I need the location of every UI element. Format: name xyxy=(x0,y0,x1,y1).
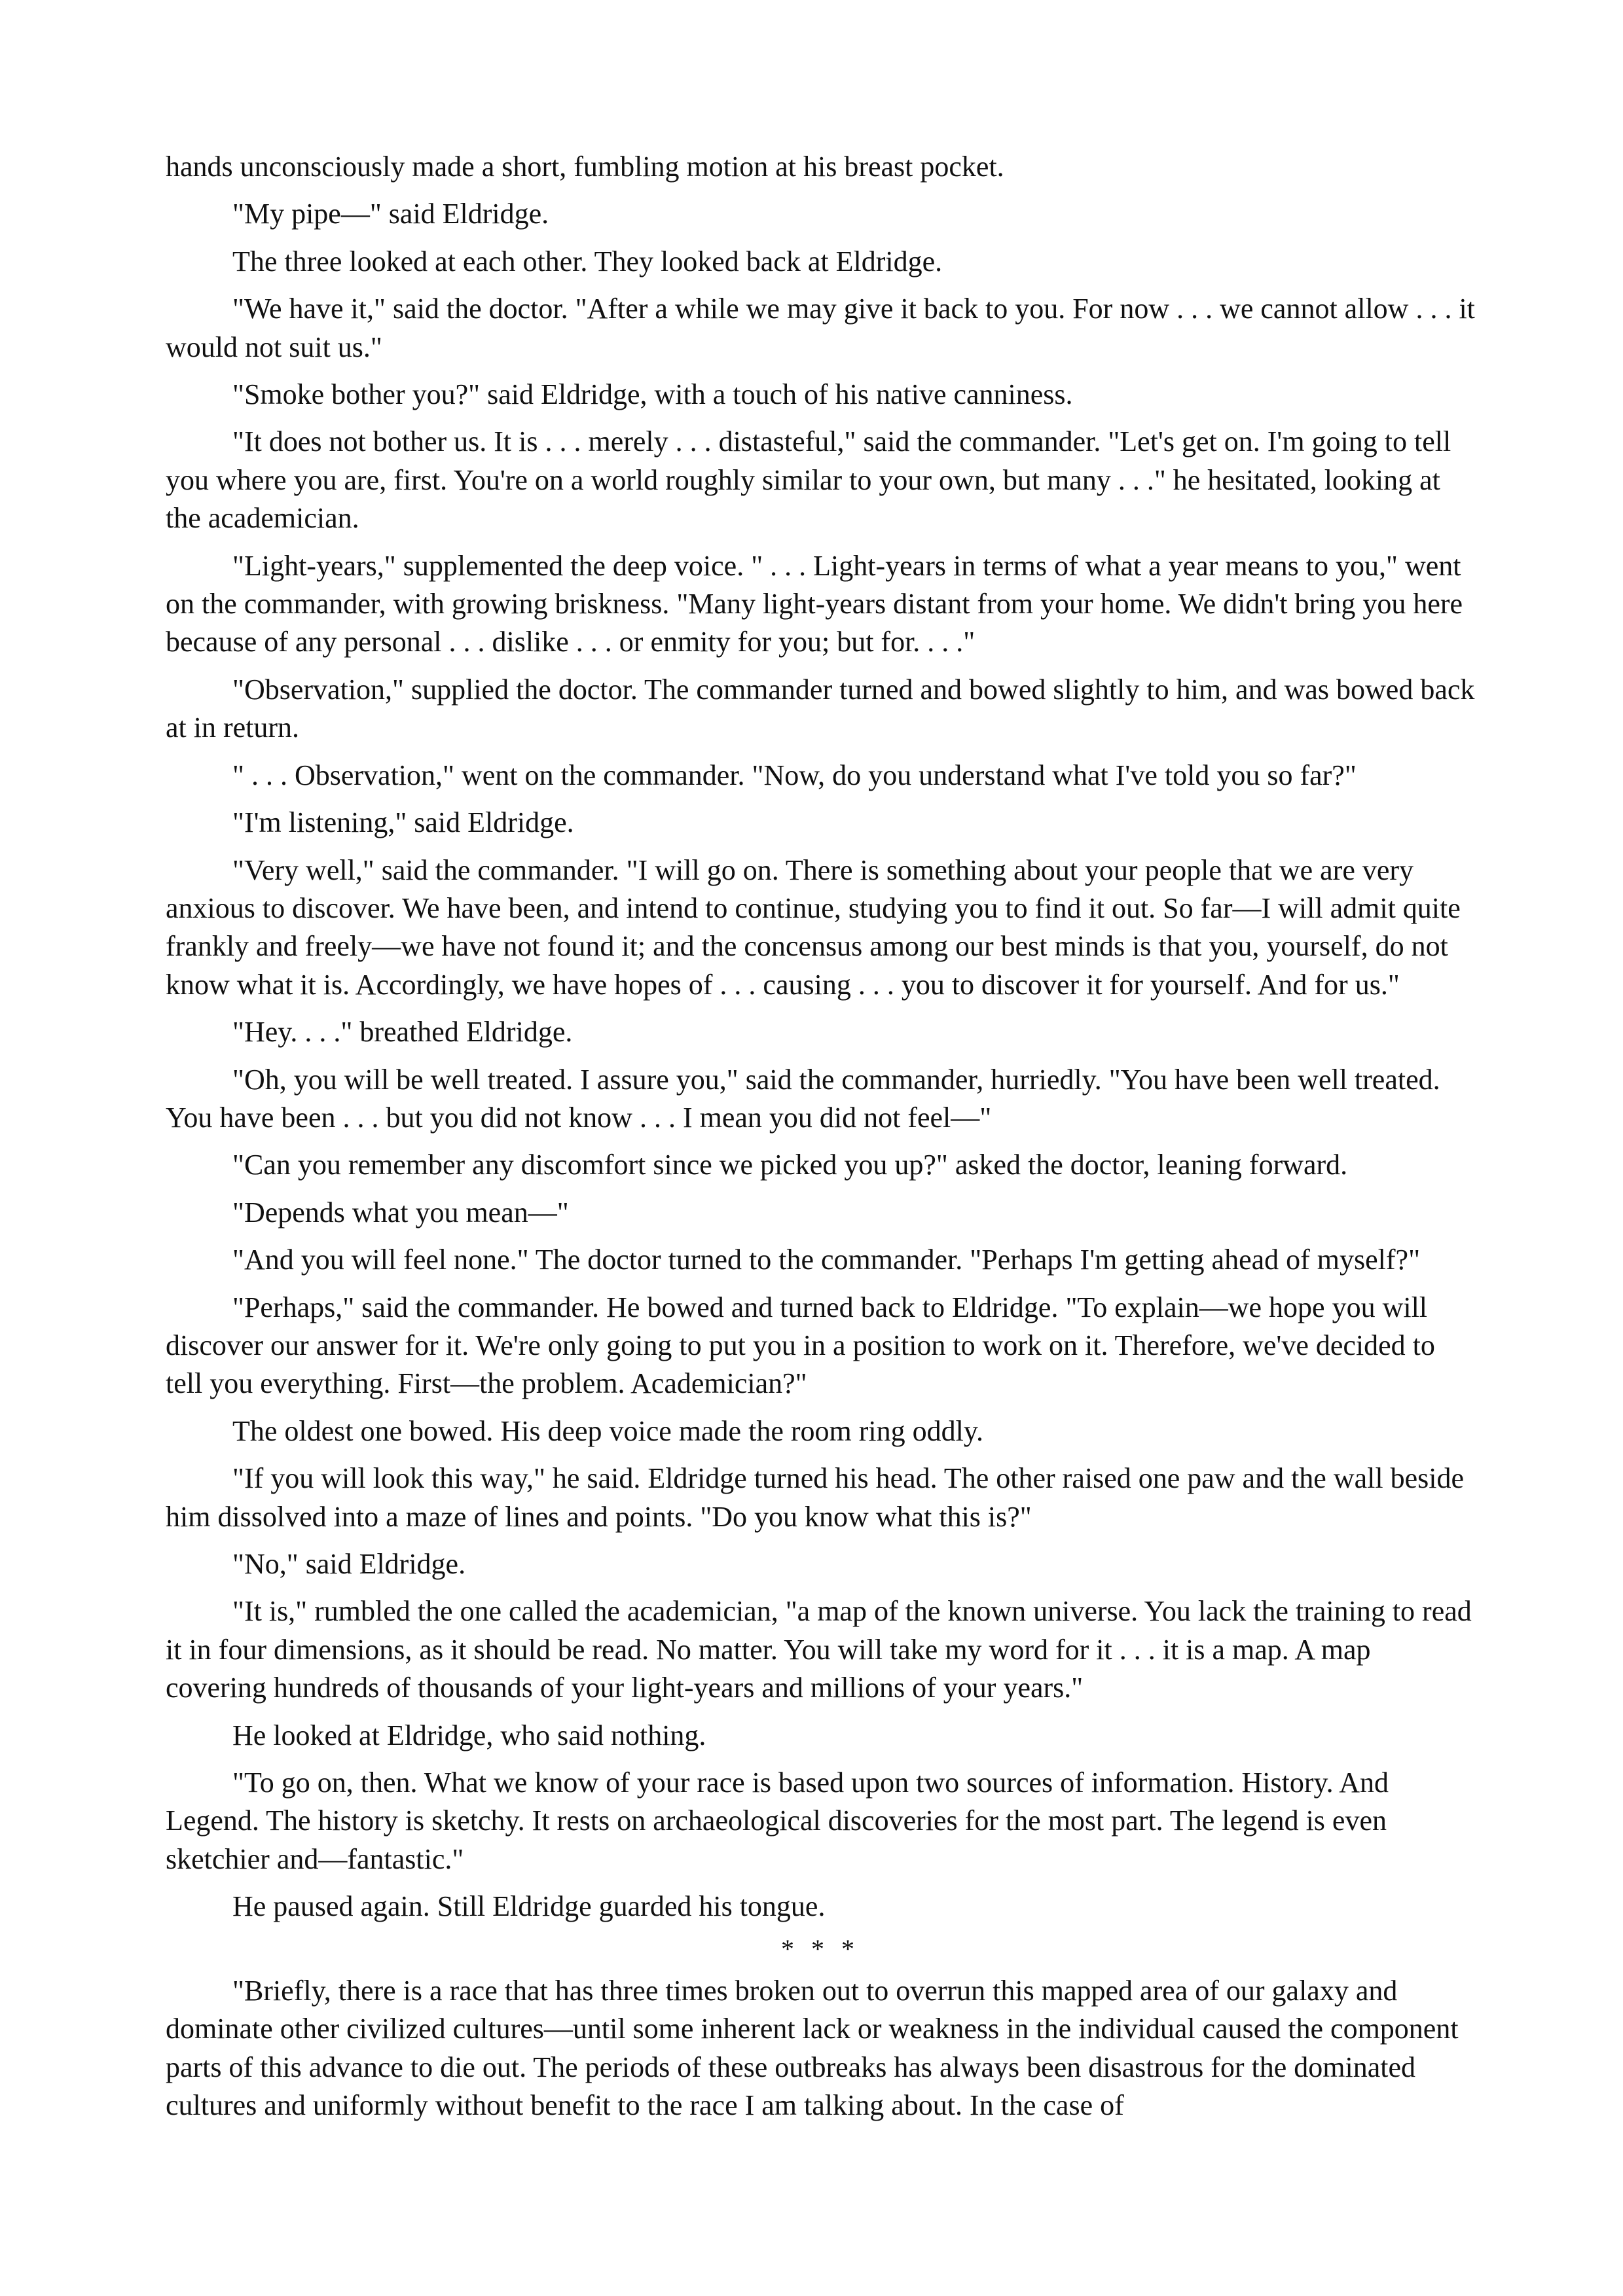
paragraph: "It does not bother us. It is . . . merely . . . distasteful," said the commander. "Let's get on. I'm going to tell you where you are, first. You're on a world roughly similar to your own, but many . . ." he hesitated, looking at the academician. xyxy=(166,425,1451,535)
paragraph: "Oh, you will be well treated. I assure you," said the commander, hurriedly. "You have been well treated. You have been . . . but you did not know . . . I mean you did not feel—" xyxy=(166,1063,1440,1134)
paragraph: "Perhaps," said the commander. He bowed and turned back to Eldridge. "To explain—we hope you will discover our answer for it. We're only going to put you in a position to work on it. Therefore, we've decided to tell you everything. First—the problem. Academician?" xyxy=(166,1291,1435,1400)
paragraph: "We have it," said the doctor. "After a while we may give it back to you. For now . . . we cannot allow . . . it would not suit us." xyxy=(166,293,1475,363)
paragraph: "Hey. . . ." breathed Eldridge. xyxy=(232,1016,573,1049)
section-separator: * * * xyxy=(781,1933,860,1964)
paragraph: He paused again. Still Eldridge guarded his tongue. xyxy=(232,1890,826,1923)
document-page xyxy=(166,148,1475,2134)
paragraph: "Can you remember any discomfort since we picked you up?" asked the doctor, leaning forward. xyxy=(232,1149,1348,1181)
paragraph: He looked at Eldridge, who said nothing. xyxy=(232,1719,706,1751)
paragraph: "And you will feel none." The doctor turned to the commander. "Perhaps I'm getting ahead of myself?" xyxy=(232,1244,1421,1276)
paragraph: "I'm listening," said Eldridge. xyxy=(232,806,574,839)
paragraph: "No," said Eldridge. xyxy=(232,1548,466,1580)
paragraph: " . . . Observation," went on the commander. "Now, do you understand what I've told you so far?" xyxy=(232,759,1357,791)
paragraph: "To go on, then. What we know of your race is based upon two sources of information. History. And Legend. The history is sketchy. It rests on archaeological discoveries for the most part. The legend is even sketchier and—fantastic." xyxy=(166,1767,1389,1875)
paragraph: "My pipe—" said Eldridge. xyxy=(232,198,549,230)
paragraph: "Light-years," supplemented the deep voice. " . . . Light-years in terms of what a year means to you," went on the commander, with growing briskness. "Many light-years distant from your home. We didn't bring you here because of any personal . . . dislike . . . or enmity for you; but for. . . ." xyxy=(166,549,1463,658)
paragraph: "Smoke bother you?" said Eldridge, with a touch of his native canniness. xyxy=(232,378,1073,411)
paragraph: "If you will look this way," he said. Eldridge turned his head. The other raised one paw and the wall beside him dissolved into a maze of lines and points. "Do you know what this is?" xyxy=(166,1462,1464,1533)
paragraph: "Very well," said the commander. "I will go on. There is something about your people that we are very anxious to discover. We have been, and intend to continue, studying you to find it out. So far—I will admit quite frankly and freely—we have not found it; and the concensus among our best minds is that you, yourself, do not know what it is. Accordingly, we have hopes of . . . causing . . . you to discover it for yourself. And for us." xyxy=(166,853,1461,1001)
paragraph: "Briefly, there is a race that has three times broken out to overrun this mapped area of our galaxy and dominate other civilized cultures—until some inherent lack or weakness in the individual caused the component parts of this advance to die out. The periods of these outbreaks has always been disastrous for the dominated cultures and uniformly without benefit to the race I am talking about. In the case of xyxy=(166,1975,1459,2122)
paragraph: The three looked at each other. They looked back at Eldridge. xyxy=(232,245,943,278)
paragraph: The oldest one bowed. His deep voice made the room ring oddly. xyxy=(232,1414,983,1447)
paragraph: "Depends what you mean—" xyxy=(232,1196,569,1229)
paragraph: "Observation," supplied the doctor. The commander turned and bowed slightly to him, and was bowed back at in return. xyxy=(166,673,1475,744)
paragraph: hands unconsciously made a short, fumbling motion at his breast pocket. xyxy=(166,151,1004,183)
paragraph: "It is," rumbled the one called the academician, "a map of the known universe. You lack the training to read it in four dimensions, as it should be read. No matter. You will take my word for it . . . it is a map. A map covering hundreds of thousands of your light-years and millions of your years." xyxy=(166,1595,1472,1704)
